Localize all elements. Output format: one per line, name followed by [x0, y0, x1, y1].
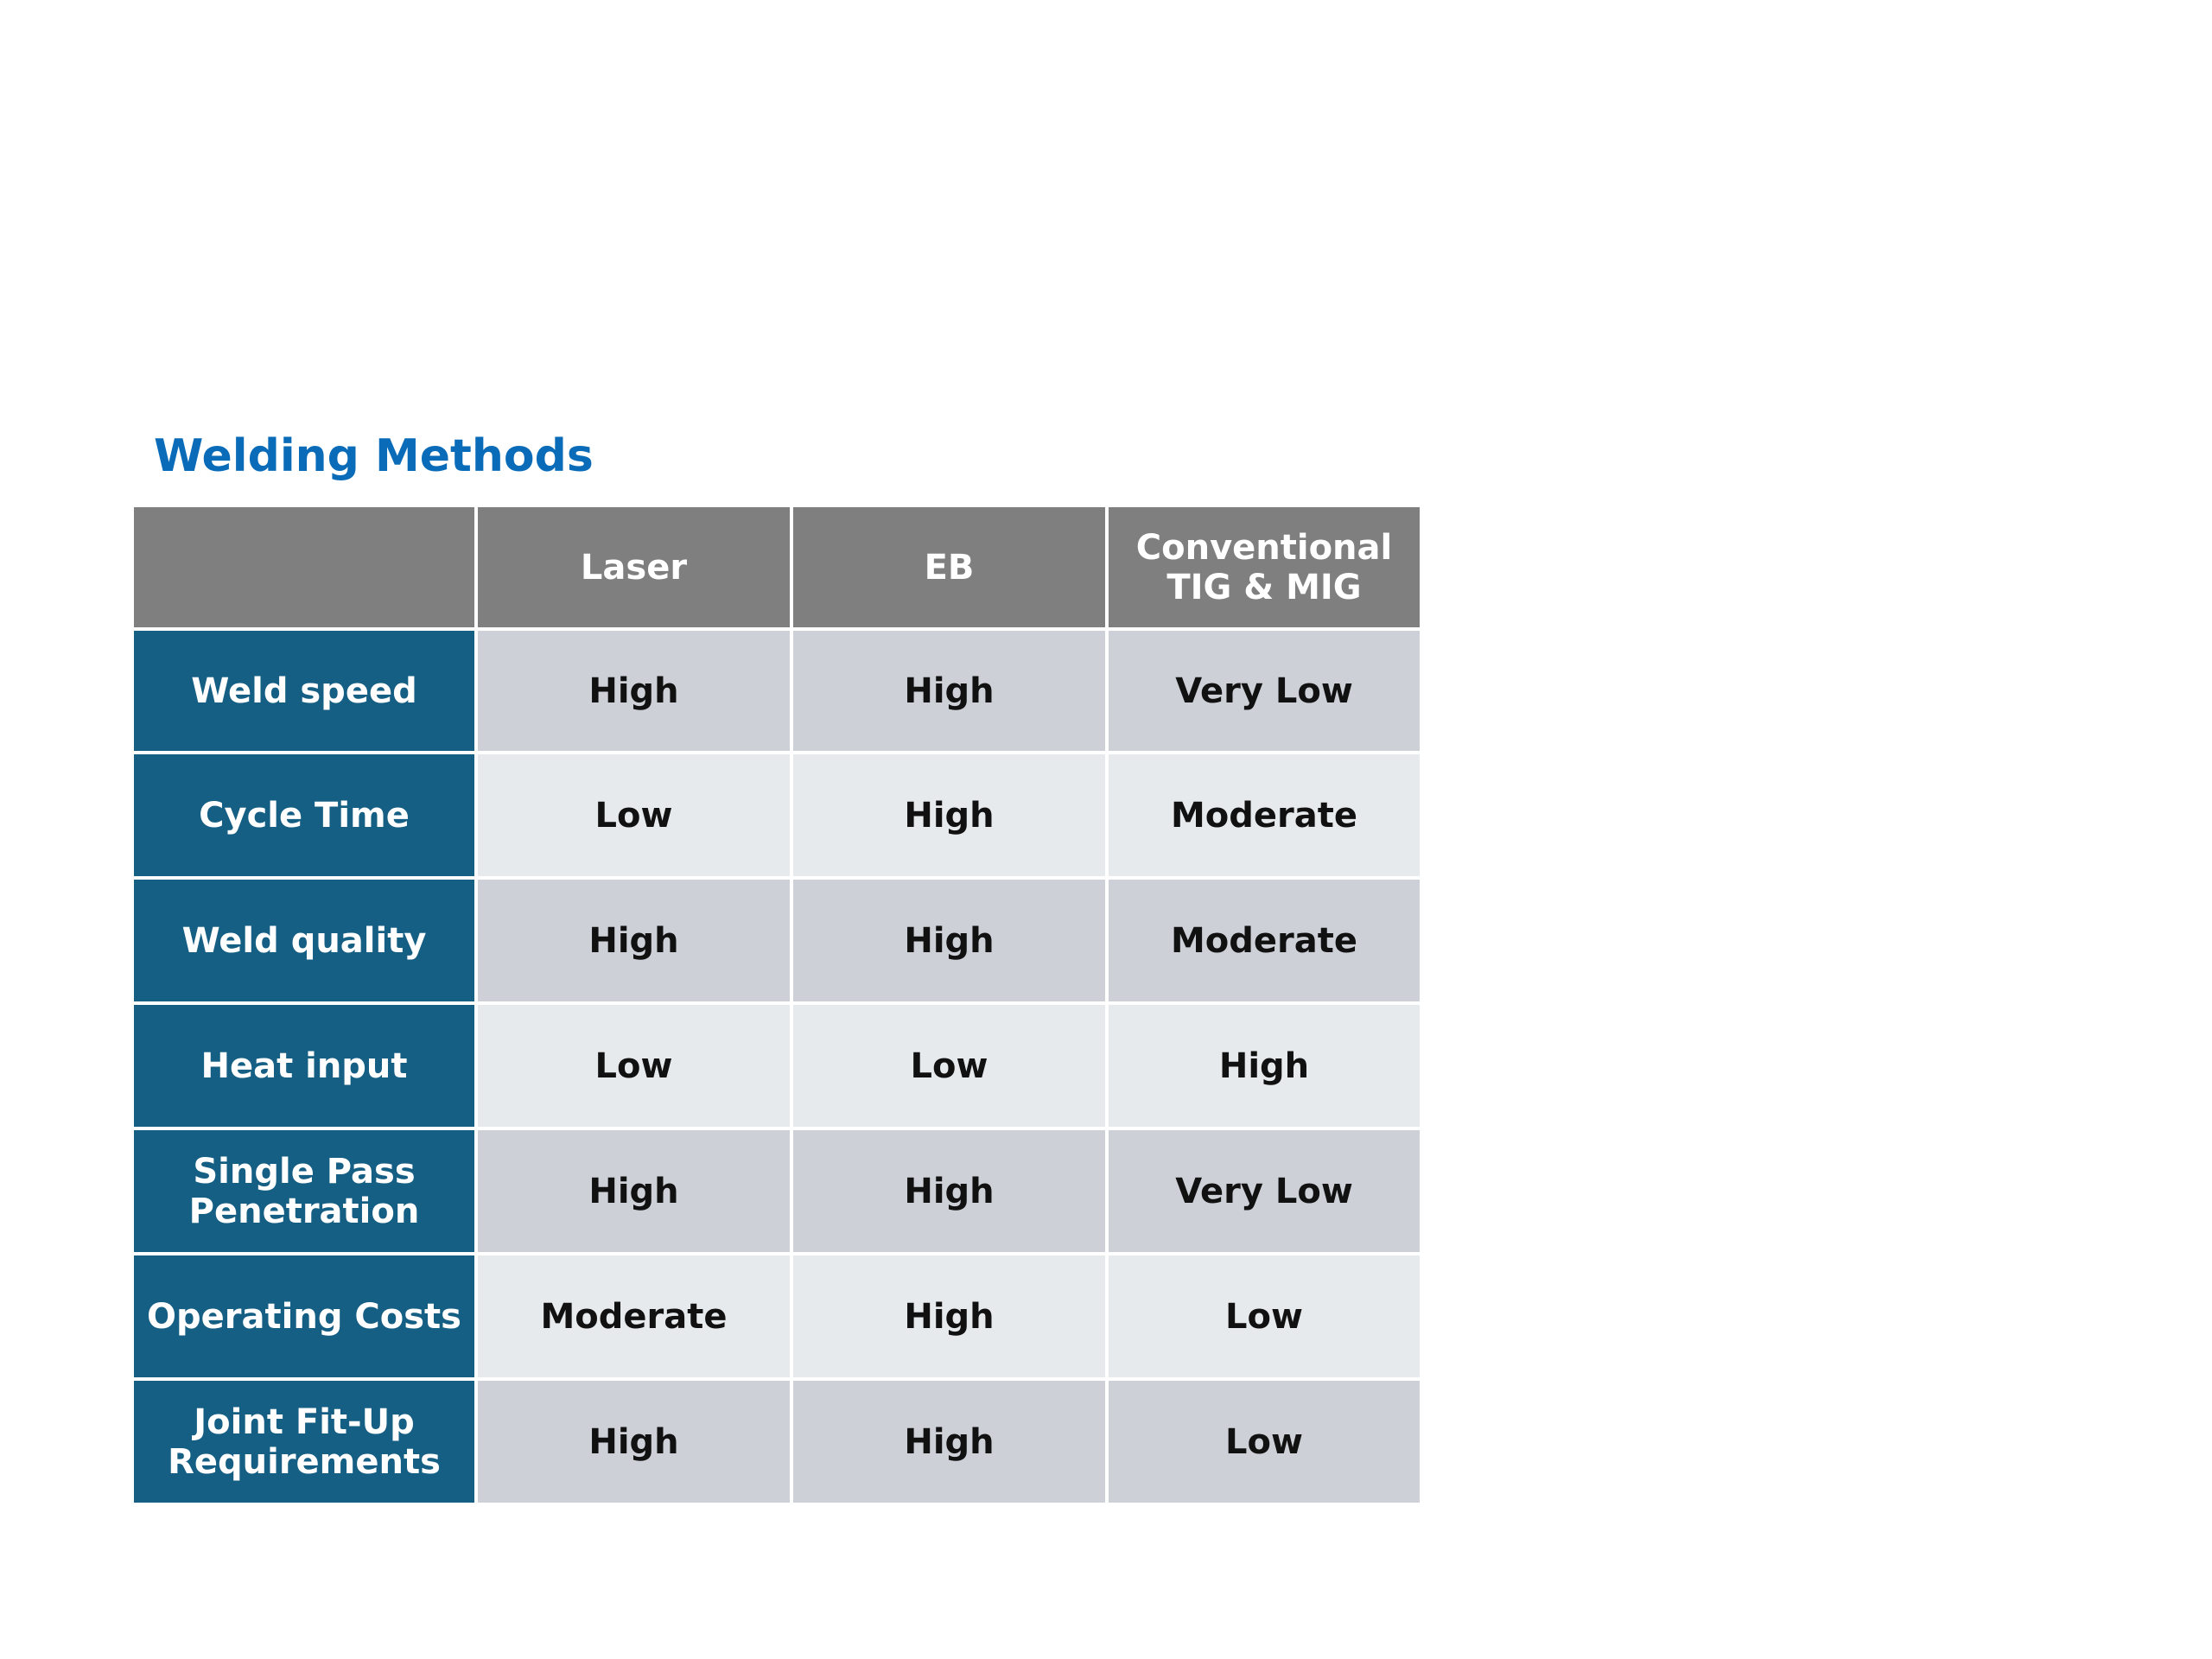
table-cell: Low — [478, 754, 790, 876]
row-label: Joint Fit-Up Requirements — [134, 1381, 474, 1503]
table-cell: Moderate — [478, 1255, 790, 1377]
header-cell-conventional: Conventional TIG & MIG — [1109, 507, 1420, 627]
row-label: Operating Costs — [134, 1255, 474, 1377]
table-cell: Low — [1109, 1381, 1420, 1503]
table-cell: High — [793, 1255, 1105, 1377]
table-cell: High — [793, 880, 1105, 1001]
page-title: Welding Methods — [154, 430, 594, 482]
header-cell-empty — [134, 507, 474, 627]
table-cell: Moderate — [1109, 880, 1420, 1001]
table-cell: High — [793, 1381, 1105, 1503]
row-label: Heat input — [134, 1005, 474, 1127]
table-cell: High — [793, 631, 1105, 751]
table-cell: High — [478, 631, 790, 751]
row-label: Single Pass Penetration — [134, 1130, 474, 1252]
row-label: Weld speed — [134, 631, 474, 751]
row-label: Cycle Time — [134, 754, 474, 876]
table-cell: Low — [793, 1005, 1105, 1127]
table-cell: High — [793, 754, 1105, 876]
table-cell: Low — [478, 1005, 790, 1127]
table-cell: Low — [1109, 1255, 1420, 1377]
table-cell: High — [478, 880, 790, 1001]
table-cell: Moderate — [1109, 754, 1420, 876]
table-cell: High — [478, 1381, 790, 1503]
comparison-table — [134, 507, 1420, 1503]
table-cell: High — [1109, 1005, 1420, 1127]
header-cell-laser: Laser — [478, 507, 790, 627]
table-cell: Very Low — [1109, 1130, 1420, 1252]
row-label: Weld quality — [134, 880, 474, 1001]
table-cell: High — [793, 1130, 1105, 1252]
table-cell: Very Low — [1109, 631, 1420, 751]
header-cell-eb: EB — [793, 507, 1105, 627]
table-cell: High — [478, 1130, 790, 1252]
